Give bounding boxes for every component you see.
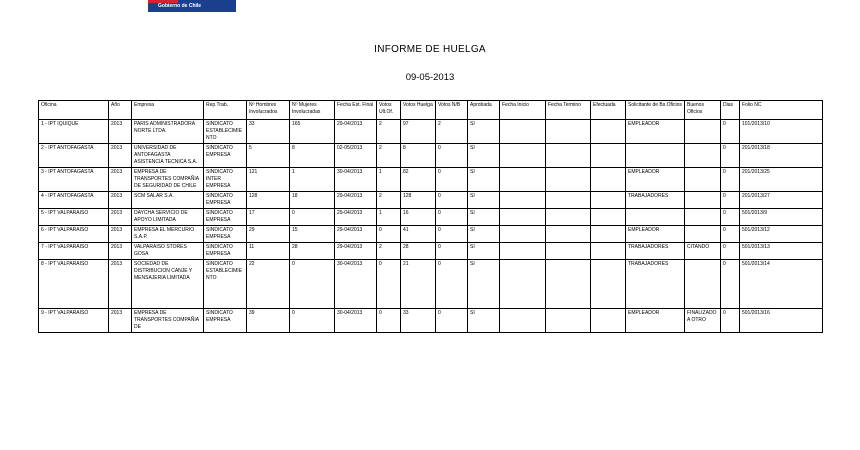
- table-cell: 0: [436, 144, 468, 168]
- table-cell: [591, 120, 626, 144]
- table-cell: [591, 243, 626, 260]
- table-cell: 2013: [109, 144, 132, 168]
- table-cell: 5 - IPT VALPARAISO: [39, 209, 109, 226]
- table-cell: PARIS ADMINISTRADORA NORTE LTDA.: [132, 120, 204, 144]
- column-header: Votos N/B: [436, 101, 468, 120]
- table-cell: 2: [377, 192, 401, 209]
- table-cell: 8: [401, 144, 436, 168]
- table-cell: 0: [721, 243, 740, 260]
- table-cell: 82: [401, 168, 436, 192]
- table-cell: 39: [247, 309, 290, 333]
- table-row: [39, 168, 823, 192]
- table-cell: SINDICATO EMPRESA: [204, 243, 247, 260]
- logo-text: Gobierno de Chile: [158, 3, 202, 9]
- column-header: Folio NC: [740, 101, 823, 120]
- table-cell: [546, 209, 591, 226]
- table-cell: [546, 243, 591, 260]
- table-cell: 165: [290, 120, 335, 144]
- table-cell: [626, 144, 685, 168]
- table-cell: EMPLEADOR: [626, 309, 685, 333]
- strike-report-table: [38, 100, 823, 333]
- table-row: [39, 260, 823, 309]
- column-header: Votos Ult.Of.: [377, 101, 401, 120]
- table-cell: 1 - IPT IQUIQUE: [39, 120, 109, 144]
- table-cell: 29-04/2013: [335, 209, 377, 226]
- table-cell: 29-04/2013: [335, 120, 377, 144]
- column-header: Fecha Est. Final: [335, 101, 377, 120]
- table-cell: DAYCHA SERVICIO DE APOYO LIMITADA: [132, 209, 204, 226]
- table-cell: 2: [377, 243, 401, 260]
- table-cell: SI: [468, 168, 500, 192]
- table-cell: TRABAJADORES: [626, 260, 685, 309]
- table-cell: 33: [401, 309, 436, 333]
- table-cell: 0: [290, 309, 335, 333]
- table-cell: SI: [468, 144, 500, 168]
- page-title: INFORME DE HUELGA: [374, 44, 486, 55]
- table-cell: 201/2013/18: [740, 144, 823, 168]
- table-header-row: [39, 101, 823, 120]
- table-cell: 2 - IPT ANTOFAGASTA: [39, 144, 109, 168]
- table-cell: [685, 226, 721, 243]
- table-cell: [546, 144, 591, 168]
- table-cell: 30-04/2013: [335, 168, 377, 192]
- table-cell: EMPRESA EL MERCURIO S.A.P.: [132, 226, 204, 243]
- table-cell: UNIVERSIDAD DE ANTOFAGASTA ASISTENCIA TECNICA S.A.: [132, 144, 204, 168]
- table-cell: [500, 192, 546, 209]
- table-cell: 1: [377, 168, 401, 192]
- table-cell: 97: [401, 120, 436, 144]
- table-cell: 0: [721, 260, 740, 309]
- table-cell: [685, 260, 721, 309]
- table-cell: SI: [468, 309, 500, 333]
- table-cell: SOCIEDAD DE DISTRIBUCION CANJE Y MENSAJERIA LIMITADA: [132, 260, 204, 309]
- table-cell: [685, 120, 721, 144]
- table-cell: SI: [468, 209, 500, 226]
- table-cell: 0: [721, 309, 740, 333]
- table-cell: 29-04/2013: [335, 243, 377, 260]
- table-cell: 8: [290, 144, 335, 168]
- column-header: Rep.Trab.: [204, 101, 247, 120]
- table-cell: 0: [721, 120, 740, 144]
- table-cell: [685, 192, 721, 209]
- table-cell: 128: [401, 192, 436, 209]
- table-cell: 0: [290, 209, 335, 226]
- table-cell: 501/2013/9: [740, 209, 823, 226]
- table-cell: SI: [468, 243, 500, 260]
- table-cell: 29-04/2013: [335, 226, 377, 243]
- table-cell: 2013: [109, 309, 132, 333]
- table-cell: SINDICATO EMPRESA: [204, 144, 247, 168]
- table-cell: 0: [436, 243, 468, 260]
- table-cell: 17: [247, 209, 290, 226]
- table-cell: 121: [247, 168, 290, 192]
- table-cell: 2013: [109, 260, 132, 309]
- table-cell: SI: [468, 120, 500, 144]
- table-cell: 5: [247, 144, 290, 168]
- column-header: Fecha Inicio: [500, 101, 546, 120]
- table-cell: [685, 168, 721, 192]
- column-header: Fecha Termino: [546, 101, 591, 120]
- column-header: Solicitante de Bs.Oficios: [626, 101, 685, 120]
- table-cell: FINALIZADO A OTRO: [685, 309, 721, 333]
- table-cell: 2013: [109, 120, 132, 144]
- table-cell: EMPLEADOR: [626, 226, 685, 243]
- table-cell: [500, 243, 546, 260]
- table-cell: [591, 260, 626, 309]
- table-row: [39, 192, 823, 209]
- table-cell: CITANDO: [685, 243, 721, 260]
- table-cell: [500, 209, 546, 226]
- table-cell: 21: [401, 260, 436, 309]
- column-header: Nº Mujeres Involucradas: [290, 101, 335, 120]
- column-header: Oficina: [39, 101, 109, 120]
- table-cell: 22: [247, 260, 290, 309]
- table-cell: EMPRESA DE TRANSPORTES COMPAÑIA DE SEGURIDAD DE CHILE: [132, 168, 204, 192]
- table-cell: [546, 168, 591, 192]
- table-body: [39, 120, 823, 333]
- table-cell: EMPLEADOR: [626, 168, 685, 192]
- table-cell: [546, 260, 591, 309]
- table-cell: 0: [436, 168, 468, 192]
- table-cell: 2: [377, 120, 401, 144]
- table-cell: 0: [721, 168, 740, 192]
- table-cell: SINDICATO ESTABLECIMIENTO: [204, 260, 247, 309]
- table-cell: 201/2013/25: [740, 168, 823, 192]
- table-cell: EMPLEADOR: [626, 120, 685, 144]
- table-cell: 0: [436, 209, 468, 226]
- report-date: 09-05-2013: [405, 72, 455, 83]
- table-cell: 0: [436, 260, 468, 309]
- table-cell: 29: [247, 226, 290, 243]
- table-cell: [500, 309, 546, 333]
- table-row: [39, 144, 823, 168]
- table-cell: 128: [247, 192, 290, 209]
- table-cell: 2013: [109, 209, 132, 226]
- table-cell: 2013: [109, 168, 132, 192]
- column-header: Empresa: [132, 101, 204, 120]
- table-cell: SI: [468, 192, 500, 209]
- table-cell: SI: [468, 226, 500, 243]
- table-cell: TRABAJADORES: [626, 243, 685, 260]
- table-cell: 0: [436, 192, 468, 209]
- table-cell: [546, 226, 591, 243]
- table-cell: [500, 168, 546, 192]
- table-cell: [500, 120, 546, 144]
- table-cell: 501/2013/13: [740, 243, 823, 260]
- table-cell: 33: [247, 120, 290, 144]
- table-cell: 41: [401, 226, 436, 243]
- table-cell: SINDICATO EMPRESA: [204, 226, 247, 243]
- table-cell: [591, 144, 626, 168]
- table-cell: 9 - IPT VALPARAISO: [39, 309, 109, 333]
- table-cell: [685, 144, 721, 168]
- column-header: Dias: [721, 101, 740, 120]
- table-cell: [591, 226, 626, 243]
- table-cell: 1: [377, 209, 401, 226]
- table-cell: [591, 168, 626, 192]
- table-cell: 0: [721, 209, 740, 226]
- table-cell: 0: [436, 226, 468, 243]
- table-cell: [546, 120, 591, 144]
- table-cell: SINDICATO ESTABLECIMIENTO: [204, 120, 247, 144]
- table-cell: SINDICATO EMPRESA: [204, 309, 247, 333]
- table-row: [39, 243, 823, 260]
- table-cell: TRABAJADORES: [626, 192, 685, 209]
- table-cell: 0: [377, 309, 401, 333]
- table-cell: 501/2013/16: [740, 309, 823, 333]
- table-row: [39, 309, 823, 333]
- table-row: [39, 226, 823, 243]
- table-cell: [546, 309, 591, 333]
- table-cell: 8 - IPT VALPARAISO: [39, 260, 109, 309]
- table-cell: 0: [436, 309, 468, 333]
- table-cell: 0: [290, 260, 335, 309]
- table-cell: 0: [721, 144, 740, 168]
- table-cell: [591, 309, 626, 333]
- table-cell: SI: [468, 260, 500, 309]
- column-header: Buenos Oficios: [685, 101, 721, 120]
- table-cell: SCM SALAR S.A.: [132, 192, 204, 209]
- table-cell: 2013: [109, 243, 132, 260]
- table-cell: [685, 209, 721, 226]
- column-header: Nº Hombres Involucrados: [247, 101, 290, 120]
- column-header: Año: [109, 101, 132, 120]
- table-cell: [626, 209, 685, 226]
- table-cell: 11: [247, 243, 290, 260]
- table-cell: 0: [377, 260, 401, 309]
- table-cell: 16: [401, 209, 436, 226]
- table-cell: 2: [436, 120, 468, 144]
- table-cell: 6 - IPT VALPARAISO: [39, 226, 109, 243]
- table-cell: 501/2013/12: [740, 226, 823, 243]
- table-cell: 18: [290, 192, 335, 209]
- table-cell: EMPRESA DE TRANSPORTES COMPAÑIA DE: [132, 309, 204, 333]
- table-cell: 3 - IPT ANTOFAGASTA: [39, 168, 109, 192]
- table-cell: SINDICATO EMPRESA: [204, 192, 247, 209]
- table-cell: 101/2013/10: [740, 120, 823, 144]
- table-cell: [500, 260, 546, 309]
- table-cell: VALPARAISO STORES GOSA: [132, 243, 204, 260]
- table-cell: 28: [290, 243, 335, 260]
- table-cell: 30-04/2013: [335, 309, 377, 333]
- table-cell: [500, 144, 546, 168]
- table-cell: [591, 209, 626, 226]
- table-cell: 501/2013/14: [740, 260, 823, 309]
- table-cell: 2013: [109, 192, 132, 209]
- table-cell: 0: [721, 192, 740, 209]
- table-cell: 7 - IPT VALPARAISO: [39, 243, 109, 260]
- table-cell: 2: [377, 144, 401, 168]
- table-cell: 02-05/2013: [335, 144, 377, 168]
- column-header: Aprobada: [468, 101, 500, 120]
- column-header: Efectuada: [591, 101, 626, 120]
- table-cell: 30-04/2013: [335, 260, 377, 309]
- table-cell: 28: [401, 243, 436, 260]
- table-cell: SINDICATO EMPRESA: [204, 209, 247, 226]
- table-cell: 15: [290, 226, 335, 243]
- table-cell: [591, 192, 626, 209]
- table-cell: 1: [290, 168, 335, 192]
- table-cell: 2013: [109, 226, 132, 243]
- table-row: [39, 120, 823, 144]
- table-cell: SINDICATO INTER EMPRESA: [204, 168, 247, 192]
- table-cell: [546, 192, 591, 209]
- table-cell: 0: [721, 226, 740, 243]
- table-cell: 29-04/2013: [335, 192, 377, 209]
- table-cell: [500, 226, 546, 243]
- table-cell: 0: [377, 226, 401, 243]
- column-header: Votos Huelga: [401, 101, 436, 120]
- table-row: [39, 209, 823, 226]
- table-cell: 201/2013/27: [740, 192, 823, 209]
- table-cell: 4 - IPT ANTOFAGASTA: [39, 192, 109, 209]
